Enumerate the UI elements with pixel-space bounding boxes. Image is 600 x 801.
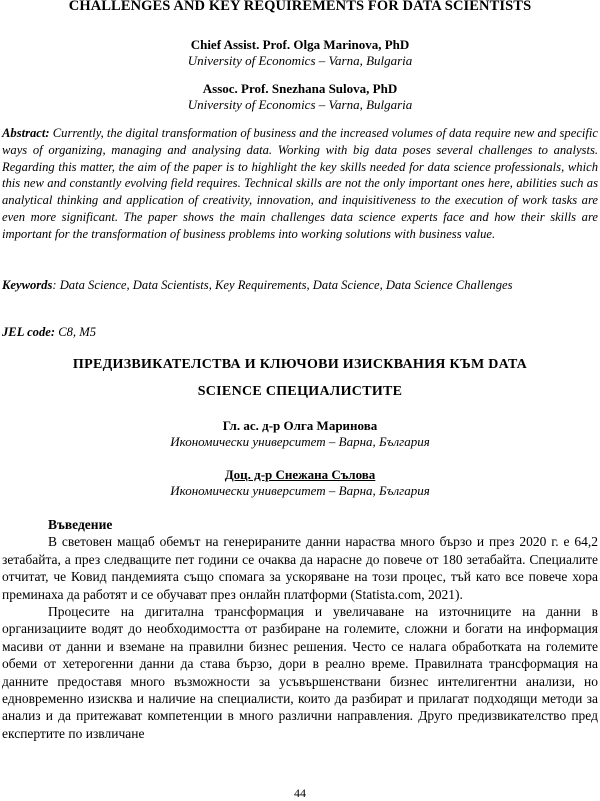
introduction-section bbox=[2, 516, 598, 742]
author-affiliation: Икономически университет – Варна, България bbox=[170, 483, 430, 498]
section-heading: Въведение bbox=[48, 517, 113, 532]
abstract-text: Currently, the digital transformation of business and the increased volumes of data require new and specific ways of organizing, managing and analysing data. Working with big data poses several challenges to analysts. Regarding this matter, the aim of the paper is to highlight the key skills needed for data science professionals, which this new and constantly evolving field requires. Technical skills are not the only important ones here, abilities such as analytical thinking and application of creativity, innovation, and inquisitiveness to the execution of work tasks are even more significant. The paper shows the main challenges data science experts face and how their skills are important for the transformation of business problems into working solutions with business value. bbox=[2, 126, 598, 241]
author-affiliation: Икономически университет – Варна, България bbox=[170, 434, 430, 449]
author-affiliation: University of Economics – Varna, Bulgaria bbox=[187, 53, 413, 68]
author-name: Assoc. Prof. Snezhana Sulova, PhD bbox=[202, 81, 398, 96]
keywords-text: : Data Science, Data Scientists, Key Requirements, Data Science, Data Science Challenges bbox=[52, 278, 513, 292]
author-block-bg-2 bbox=[0, 467, 600, 499]
author-block-en-1 bbox=[0, 37, 600, 69]
abstract bbox=[2, 125, 598, 243]
paper-title-bg-line1: ПРЕДИЗВИКАТЕЛСТВА И КЛЮЧОВИ ИЗИСКВАНИЯ КЪМ DATA bbox=[72, 357, 528, 372]
abstract-label: Abstract: bbox=[2, 126, 50, 140]
body-paragraph: В световен мащаб обемът на генерираните данни нараства много бързо и през 2020 г. е 64,2 зетабайта, а през следващите пет години се очаква да нарасне до повече от 180 зетабайта. Специалите отчитат, че Ковид пандемията също спомага за ускоряване на този процес, тъй като все повече хора преминаха да работят и се обучават през онлайн платформи (Statista.com, 2021). bbox=[2, 534, 598, 602]
author-affiliation: University of Economics – Varna, Bulgaria bbox=[187, 97, 413, 112]
jel-code bbox=[2, 324, 598, 340]
paper-title-bg-line2: SCIENCE СПЕЦИАЛИСТИТЕ bbox=[197, 384, 403, 399]
author-name: Chief Assist. Prof. Olga Marinova, PhD bbox=[190, 37, 410, 52]
keywords-label: Keywords bbox=[2, 278, 53, 292]
jel-value: C8, M5 bbox=[58, 325, 96, 339]
author-block-bg-1 bbox=[0, 418, 600, 450]
jel-label: JEL code: bbox=[2, 325, 56, 339]
paper-title-en: CHALLENGES AND KEY REQUIREMENTS FOR DATA SCIENTISTS bbox=[68, 0, 532, 14]
author-name: Доц. д-р Снежана Сълова bbox=[224, 467, 376, 482]
author-block-en-2 bbox=[0, 81, 600, 113]
page-number: 44 bbox=[294, 786, 306, 800]
author-name: Гл. ас. д-р Олга Маринова bbox=[222, 418, 378, 433]
body-paragraph: Процесите на дигитална трансформация и увеличаване на източниците на данни в организациите водят до необходимостта от разбиране на големите, сложни и богати на информация масиви от данни и вземане на правилни бизнес решения. Често се налага обработката на големите обеми от хетерогенни данни да става бързо, дори в реално време. Правилната трансформация на данните предоставя много възможности за усъвършенствани бизнес интелигентни анализи, но едновременно изисква и наличие на специалисти, които да разбират и прилагат подходящи методи за анализ и да притежават компетенции в много различни направления. Друго предизвикателство пред експертите по извличане bbox=[2, 604, 598, 741]
keywords bbox=[2, 277, 598, 294]
